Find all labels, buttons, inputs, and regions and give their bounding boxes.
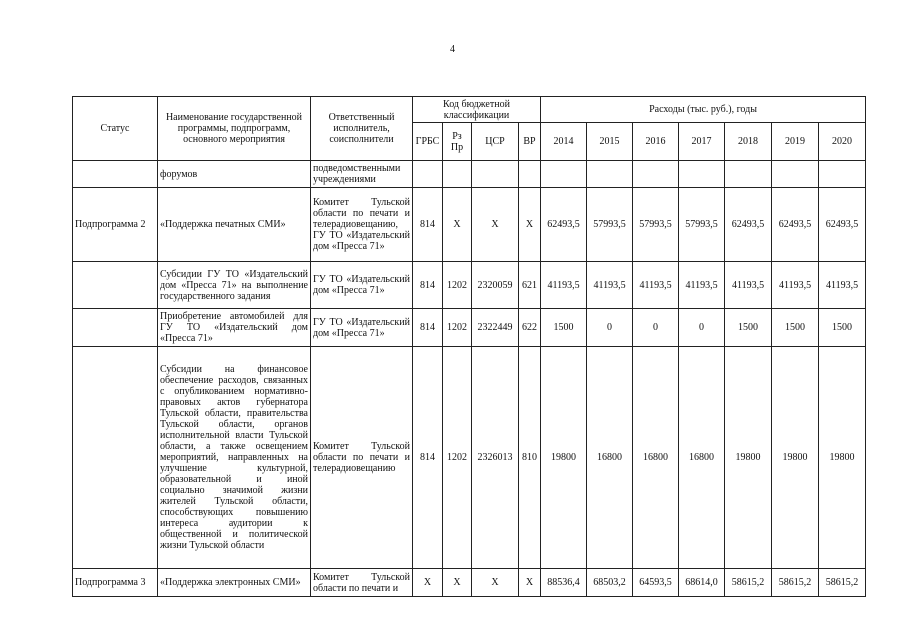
value-cell	[679, 161, 725, 188]
rzpr-cell	[443, 161, 472, 188]
responsible-cell: Комитет Тульской области по печати и телерадиовещанию	[311, 347, 413, 569]
responsible-cell: ГУ ТО «Издательский дом «Пресса 71»	[311, 262, 413, 309]
value-cell	[587, 161, 633, 188]
program-name-cell: форумов	[158, 161, 311, 188]
rzpr-cell: 1202	[443, 262, 472, 309]
rzpr-cell: Х	[443, 569, 472, 597]
value-cell	[772, 161, 819, 188]
status-cell	[73, 161, 158, 188]
rzpr-cell: 1202	[443, 347, 472, 569]
status-cell: Подпрограмма 2	[73, 188, 158, 262]
grbs-cell: 814	[413, 262, 443, 309]
value-cell: 62493,5	[541, 188, 587, 262]
header-status: Статус	[73, 97, 158, 161]
value-cell: 41193,5	[587, 262, 633, 309]
program-name-cell: Субсидии на финансовое обеспечение расходов, связанных с опубликованием нормативно-правовых актов губернатора Тульской области, правительства Тульской области, органов исполнительной власти Тульской области, а также освещением мероприятий, направленных на улучшение культурной, образовательной и иной социально значимой жизни жителей Тульской области, способствующих повышению интереса аудитории к общественной и политической жизни Тульской области	[158, 347, 311, 569]
value-cell: 62493,5	[725, 188, 772, 262]
responsible-cell: Комитет Тульской области по печати и	[311, 569, 413, 597]
csr-cell: Х	[472, 188, 519, 262]
value-cell: 58615,2	[819, 569, 866, 597]
value-cell: 57993,5	[587, 188, 633, 262]
value-cell: 41193,5	[541, 262, 587, 309]
grbs-cell: 814	[413, 309, 443, 347]
csr-cell: Х	[472, 569, 519, 597]
value-cell: 1500	[772, 309, 819, 347]
table-row	[73, 309, 866, 347]
grbs-cell: 814	[413, 188, 443, 262]
table-row	[73, 262, 866, 309]
value-cell: 41193,5	[633, 262, 679, 309]
csr-cell: 2320059	[472, 262, 519, 309]
header-year: 2018	[725, 123, 772, 161]
value-cell: 62493,5	[819, 188, 866, 262]
value-cell: 41193,5	[819, 262, 866, 309]
value-cell: 19800	[725, 347, 772, 569]
value-cell: 0	[679, 309, 725, 347]
responsible-cell: ГУ ТО «Издательский дом «Пресса 71»	[311, 309, 413, 347]
table-row	[73, 347, 866, 569]
value-cell	[725, 161, 772, 188]
program-name-cell: «Поддержка печатных СМИ»	[158, 188, 311, 262]
header-year: 2016	[633, 123, 679, 161]
value-cell: 16800	[679, 347, 725, 569]
value-cell: 41193,5	[772, 262, 819, 309]
csr-cell	[472, 161, 519, 188]
value-cell: 88536,4	[541, 569, 587, 597]
header-budget-code: Код бюджетной классификации	[413, 97, 541, 123]
value-cell: 19800	[772, 347, 819, 569]
header-year: 2015	[587, 123, 633, 161]
header-csr: ЦСР	[472, 123, 519, 161]
responsible-cell: подведомственными учреждениями	[311, 161, 413, 188]
csr-cell: 2326013	[472, 347, 519, 569]
value-cell: 58615,2	[725, 569, 772, 597]
vr-cell: Х	[519, 569, 541, 597]
value-cell: 64593,5	[633, 569, 679, 597]
value-cell: 68614,0	[679, 569, 725, 597]
status-cell: Подпрограмма 3	[73, 569, 158, 597]
program-name-cell: «Поддержка электронных СМИ»	[158, 569, 311, 597]
value-cell: 41193,5	[725, 262, 772, 309]
grbs-cell: Х	[413, 569, 443, 597]
value-cell	[541, 161, 587, 188]
grbs-cell: 814	[413, 347, 443, 569]
csr-cell: 2322449	[472, 309, 519, 347]
status-cell	[73, 262, 158, 309]
value-cell: 19800	[541, 347, 587, 569]
vr-cell: 622	[519, 309, 541, 347]
value-cell: 68503,2	[587, 569, 633, 597]
value-cell	[819, 161, 866, 188]
vr-cell	[519, 161, 541, 188]
grbs-cell	[413, 161, 443, 188]
value-cell	[633, 161, 679, 188]
value-cell: 57993,5	[633, 188, 679, 262]
value-cell: 0	[633, 309, 679, 347]
status-cell	[73, 309, 158, 347]
responsible-cell: Комитет Тульской области по печати и телерадиовещанию, ГУ ТО «Издательский дом «Пресса 71»	[311, 188, 413, 262]
value-cell: 16800	[587, 347, 633, 569]
value-cell: 1500	[541, 309, 587, 347]
value-cell: 1500	[819, 309, 866, 347]
value-cell: 58615,2	[772, 569, 819, 597]
value-cell: 57993,5	[679, 188, 725, 262]
rzpr-cell: Х	[443, 188, 472, 262]
value-cell: 19800	[819, 347, 866, 569]
header-responsible: Ответственный исполнитель, соисполнители	[311, 97, 413, 161]
table-row	[73, 161, 866, 188]
status-cell	[73, 347, 158, 569]
budget-table	[72, 96, 866, 597]
value-cell: 41193,5	[679, 262, 725, 309]
vr-cell: Х	[519, 188, 541, 262]
vr-cell: 810	[519, 347, 541, 569]
value-cell: 1500	[725, 309, 772, 347]
program-name-cell: Приобретение автомобилей для ГУ ТО «Издательский дом «Пресса 71»	[158, 309, 311, 347]
header-grbs: ГРБС	[413, 123, 443, 161]
header-year: 2019	[772, 123, 819, 161]
value-cell: 16800	[633, 347, 679, 569]
page-number: 4	[450, 44, 455, 55]
header-expenses: Расходы (тыс. руб.), годы	[541, 97, 866, 123]
program-name-cell: Субсидии ГУ ТО «Издательский дом «Пресса 71» на выполнение государственного задания	[158, 262, 311, 309]
header-rzpr: Рз Пр	[443, 123, 472, 161]
rzpr-cell: 1202	[443, 309, 472, 347]
value-cell: 62493,5	[772, 188, 819, 262]
header-program-name: Наименование государственной программы, подпрограмм, основного мероприятия	[158, 97, 311, 161]
table-row	[73, 569, 866, 597]
header-vr: ВР	[519, 123, 541, 161]
header-year: 2014	[541, 123, 587, 161]
header-year: 2017	[679, 123, 725, 161]
value-cell: 0	[587, 309, 633, 347]
table-row	[73, 188, 866, 262]
vr-cell: 621	[519, 262, 541, 309]
header-year: 2020	[819, 123, 866, 161]
